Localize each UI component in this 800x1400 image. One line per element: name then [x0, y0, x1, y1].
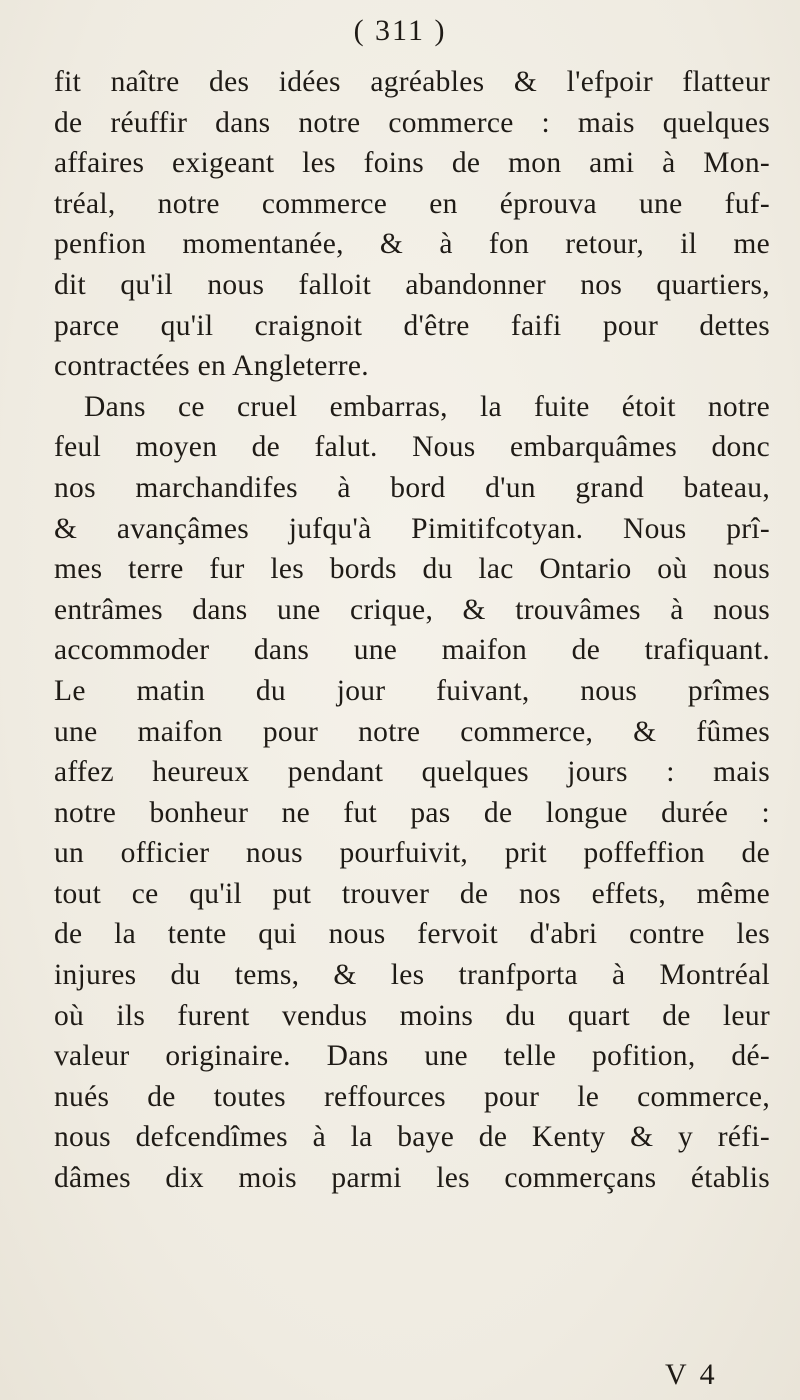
text-line: mes terre fur les bords du lac Ontario où nous [54, 553, 770, 586]
text-line: Le matin du jour fuivant, nous prîmes [54, 674, 770, 707]
text-line: tout ce qu'il put trouver de nos effets, même [54, 877, 770, 910]
text-line: notre bonheur ne fut pas de longue durée : [54, 796, 770, 829]
text-line: Dans ce cruel embarras, la fuite étoit notre [84, 390, 770, 423]
page-number: ( 311 ) [353, 14, 447, 47]
text-line: affaires exigeant les foins de mon ami à Mon- [54, 147, 770, 180]
body-text [54, 62, 770, 1199]
text-line: feul moyen de falut. Nous embarquâmes donc [54, 431, 770, 464]
text-line: nos marchandifes à bord d'un grand bateau, [54, 471, 770, 504]
text-line: une maifon pour notre commerce, & fûmes [54, 715, 770, 748]
text-line: parce qu'il craignoit d'être faifi pour dettes [54, 309, 770, 342]
text-line: accommoder dans une maifon de trafiquant. [54, 634, 770, 667]
text-line: fit naître des idées agréables & l'efpoir flatteur [54, 66, 770, 98]
text-line: nous defcendîmes à la baye de Kenty & y réfi- [54, 1121, 770, 1154]
text-line: penfion momentanée, & à fon retour, il me [54, 228, 770, 261]
text-line: contractées en Angleterre. [54, 350, 369, 383]
text-line: un officier nous pourfuivit, prit poffeffion de [54, 837, 770, 870]
text-line: valeur originaire. Dans une telle pofition, dé- [54, 1040, 770, 1073]
text-line: & avançâmes jufqu'à Pimitifcotyan. Nous prî- [54, 512, 770, 545]
text-line: nués de toutes reffources pour le commerce, [54, 1080, 770, 1113]
text-line: dit qu'il nous falloit abandonner nos quartiers, [54, 268, 770, 301]
text-line: tréal, notre commerce en éprouva une fuf- [54, 187, 770, 220]
text-line: affez heureux pendant quelques jours : mais [54, 756, 770, 789]
text-line: entrâmes dans une crique, & trouvâmes à nous [54, 593, 770, 626]
signature-mark: V 4 [665, 1358, 718, 1391]
text-line: de réuffir dans notre commerce : mais quelques [54, 106, 770, 139]
text-line: de la tente qui nous fervoit d'abri contre les [54, 918, 770, 951]
text-line: où ils furent vendus moins du quart de leur [54, 999, 770, 1032]
text-line: dâmes dix mois parmi les commerçans établis [54, 1162, 770, 1195]
text-line: injures du tems, & les tranfporta à Montréal [54, 959, 770, 992]
